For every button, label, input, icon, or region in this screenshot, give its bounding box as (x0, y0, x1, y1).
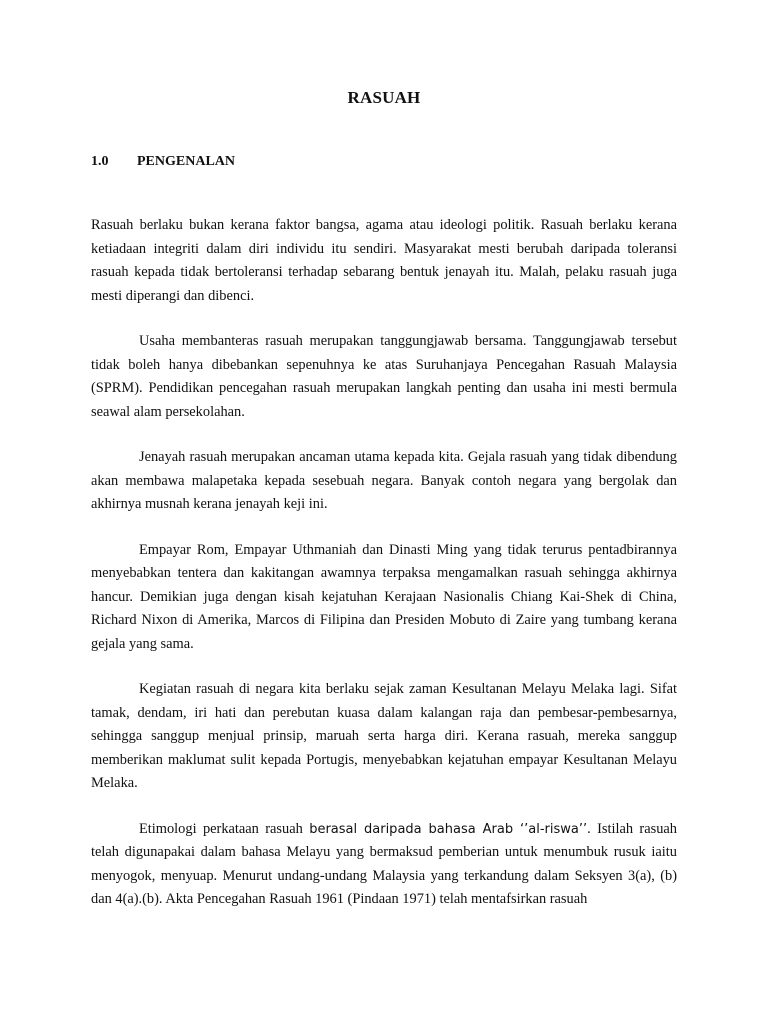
body-text (91, 214, 677, 912)
paragraph-intro: Rasuah berlaku bukan kerana faktor bangsa, agama atau ideologi politik. Rasuah berlaku kerana ketiadaan integriti dalam diri individu itu sendiri. Masyarakat mesti berubah daripada toleransi rasuah kepada tidak bertoleransi terhadap sebarang bentuk jenayah itu. Malah, pelaku rasuah juga mesti diperangi dan dibenci. (91, 217, 677, 304)
section-title: PENGENALAN (137, 154, 236, 169)
paragraph-threat: Jenayah rasuah merupakan ancaman utama kepada kita. Gejala rasuah yang tidak dibendung akan membawa malapetaka kepada sesebuah negara. Banyak contoh negara yang bergolak dan akhirnya musnah kerana jenayah keji ini. (91, 449, 677, 512)
paragraph-responsibility: Usaha membanteras rasuah merupakan tanggungjawab bersama. Tanggungjawab tersebut tidak boleh hanya dibebankan sepenuhnya ke atas Suruhanjaya Pencegahan Rasuah Malaysia (SPRM). Pendidikan pencegahan rasuah merupakan langkah penting dan usaha ini mesti bermula seawal alam persekolahan. (91, 333, 677, 420)
etymology-text-start: Etimologi perkataan rasuah (139, 820, 310, 837)
etymology-arabic-origin: berasal daripada bahasa Arab ‘’al-riswa’’ (309, 821, 588, 837)
section-heading (91, 154, 235, 170)
section-number: 1.0 (91, 154, 109, 169)
etymology-text-end: . Istilah rasuah telah digunapakai dalam bahasa Melayu yang bermaksud pemberian untuk menumbuk rusuk iaitu menyogok, menyuap. Menurut undang-undang Malaysia yang terkandung dalam Seksyen 3(a), (b) dan 4(a).(b). Akta Pencegahan Rasuah 1961 (Pindaan 1971) telah mentafsirkan rasuah (91, 820, 677, 907)
document-title: RASUAH (347, 88, 421, 107)
paragraph-etymology (91, 818, 677, 912)
paragraph-history-examples: Empayar Rom, Empayar Uthmaniah dan Dinasti Ming yang tidak terurus pentadbirannya menyebabkan tentera dan kakitangan awamnya terpaksa mengamalkan rasuah sehingga akhirnya hancur. Demikian juga dengan kisah kejatuhan Kerajaan Nasionalis Chiang Kai-Shek di China, Richard Nixon di Amerika, Marcos di Filipina dan Presiden Mobuto di Zaire yang tumbang kerana gejala yang sama. (91, 541, 677, 652)
paragraph-melaka: Kegiatan rasuah di negara kita berlaku sejak zaman Kesultanan Melayu Melaka lagi. Sifat tamak, dendam, iri hati dan perebutan kuasa dalam kalangan raja dan pembesar-pembesarnya, sehingga sanggup menjual prinsip, maruah serta harga diri. Kerana rasuah, mereka sanggup memberikan maklumat sulit kepada Portugis, menyebabkan kejatuhan empayar Kesultanan Melayu Melaka. (91, 681, 677, 791)
